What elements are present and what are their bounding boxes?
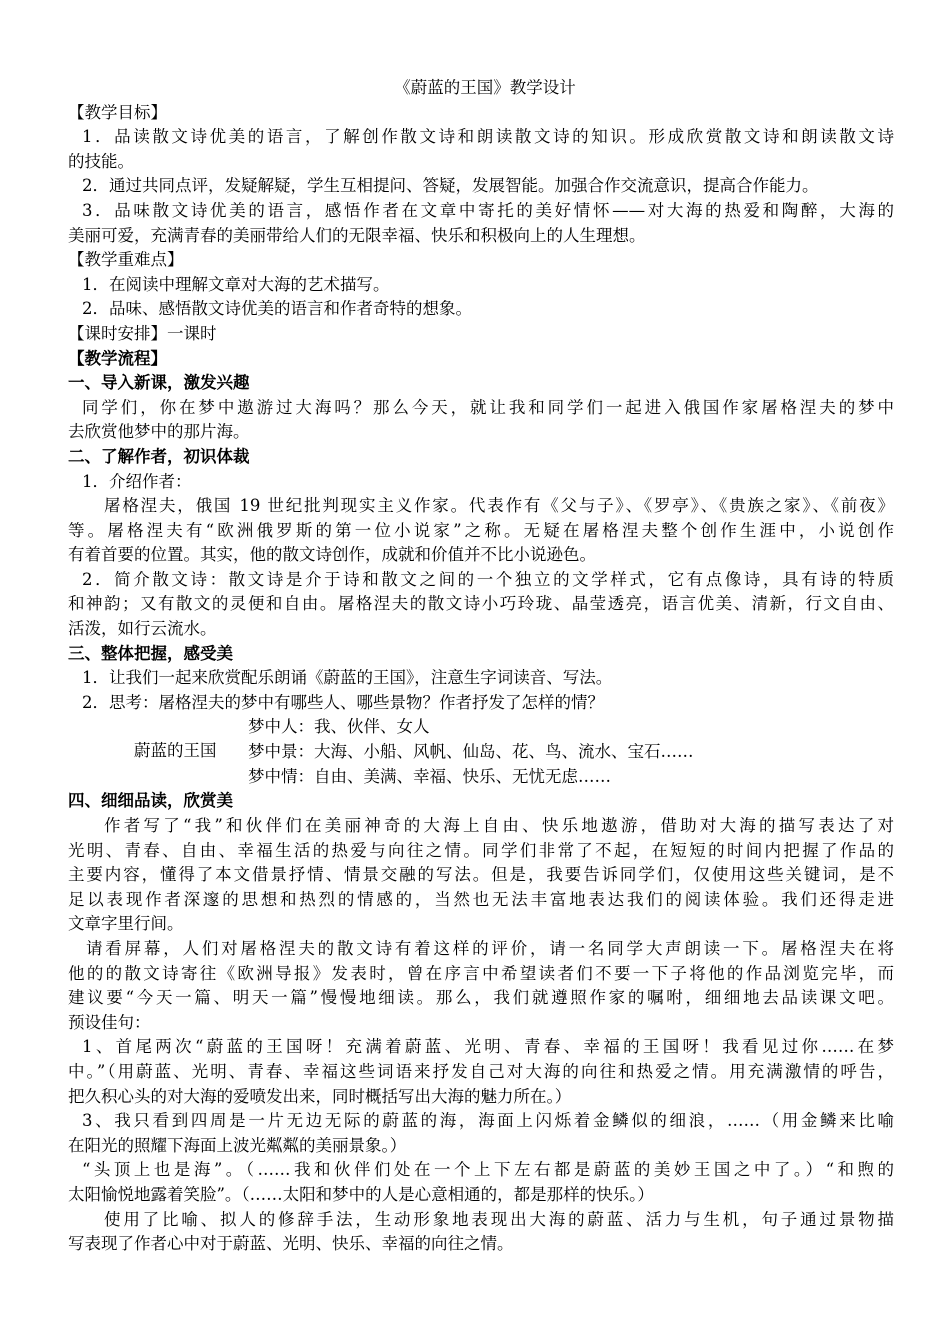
prose-poem-para-line-3: 活泼，如行云流水。: [68, 619, 217, 639]
heading-teaching-goals: 【教学目标】: [68, 102, 167, 122]
section-4-para-3-line-1: 使用了比喻、拟人的修辞手法，生动形象地表现出大海的蔚蓝、活力与生机，句子通过景物描: [104, 1209, 894, 1229]
author-para-line-2: 等。屠格涅夫有“欧洲俄罗斯的第一位小说家”之称。无疑在屠格涅夫整个创作生涯中，小说创作: [68, 520, 894, 540]
section-2-item-1: 1．介绍作者：: [82, 471, 192, 491]
section-3-title: 三、整体把握，感受美: [68, 643, 233, 663]
quote-3-line-2: 在阳光的照耀下海面上波光粼粼的美丽景象。）: [68, 1135, 407, 1155]
section-4-para-1-line-4: 足以表现作者深邃的思想和热烈的情感的，当然也无法丰富地表达我们的阅读体验。我们还得走进: [68, 889, 894, 909]
section-4-para-1-line-3: 主要内容，懂得了本文借景抒情、情景交融的写法。但是，我要告诉同学们，仅使用这些关键词，是不: [68, 865, 894, 885]
section-4-para-2-line-4: 预设佳句：: [68, 1012, 151, 1032]
section-4-para-2-line-1: 请看屏幕，人们对屠格涅夫的散文诗有着这样的评价，请一名同学大声朗读一下。屠格涅夫在将: [86, 939, 894, 958]
section-4-title: 四、细细品读，欣赏美: [68, 791, 233, 811]
section-4-para-3-line-2: 写表现了作者心中对于蔚蓝、光明、快乐、幸福的向往之情。: [68, 1234, 514, 1254]
goal-1-line-1: 1．品读散文诗优美的语言，了解创作散文诗和朗读散文诗的知识。形成欣赏散文诗和朗读散文诗: [82, 127, 894, 147]
author-para-line-1: 屠格涅夫，俄国 19 世纪批判现实主义作家。代表作有《父与子》、《罗亭》、《贵族之家》、《前夜》: [104, 496, 894, 516]
section-3-item-2: 2．思考：屠格涅夫的梦中有哪些人、哪些景物？作者抒发了怎样的情？: [82, 692, 604, 712]
quote-1-line-1: 1、首尾两次“蔚蓝的王国呀！充满着蔚蓝、光明、青春、幸福的王国呀！我看见过你……在梦: [82, 1037, 894, 1057]
quote-4-line-1: “头顶上也是海”。（……我和伙伴们处在一个上下左右都是蔚蓝的美妙王国之中了。）“和煦的: [82, 1160, 894, 1180]
goal-3-line-1: 3．品味散文诗优美的语言，感悟作者在文章中寄托的美好情怀——对大海的热爱和陶醉，大海的: [82, 200, 894, 220]
diagram-label: 蔚蓝的王国: [134, 741, 217, 761]
heading-key-points: 【教学重难点】: [68, 250, 184, 270]
goal-1-line-2: 的技能。: [68, 151, 134, 171]
heading-teaching-flow: 【教学流程】: [68, 348, 167, 368]
document-title: 《蔚蓝的王国》教学设计: [394, 78, 576, 97]
section-4-para-2-line-3: 建议要“今天一篇、明天一篇”慢慢地细读。那么，我们就遵照作家的嘱咐，细细地去品读课文吧。: [68, 988, 894, 1008]
diagram-row-emotion: 梦中情：自由、美满、幸福、快乐、无忧无虑……: [248, 766, 611, 786]
section-4-para-2-line-2: 他的的散文诗寄往《欧洲导报》发表时，曾在序言中希望读者们不要一下子将他的作品浏览完毕，而: [68, 963, 894, 983]
document-page: [68, 76, 894, 1257]
key-point-1: 1．在阅读中理解文章对大海的艺术描写。: [82, 274, 390, 294]
section-1-para-line-1: 同学们，你在梦中遨游过大海吗？那么今天，就让我和同学们一起进入俄国作家屠格涅夫的梦中: [82, 397, 894, 417]
dream-summary-diagram: [68, 715, 894, 789]
author-para-line-3: 有着首要的位置。其实，他的散文诗创作，成就和价值并不比小说逊色。: [68, 545, 596, 565]
schedule-line: 【课时安排】一课时: [68, 323, 217, 343]
section-1-title: 一、导入新课，激发兴趣: [68, 373, 250, 393]
diagram-row-people: 梦中人：我、伙伴、女人: [248, 717, 430, 737]
section-1-para-line-2: 去欣赏他梦中的那片海。: [68, 422, 250, 442]
prose-poem-para-line-1: 2．简介散文诗：散文诗是介于诗和散文之间的一个独立的文学样式，它有点像诗，具有诗的特质: [82, 569, 894, 589]
quote-4-line-2: 太阳愉悦地露着笑脸”。（……太阳和梦中的人是心意相通的，都是那样的快乐。）: [68, 1184, 654, 1204]
quote-1-line-3: 把久积心头的对大海的爱喷发出来，同时概括写出大海的魅力所在。）: [68, 1086, 572, 1106]
diagram-row-scenery: 梦中景：大海、小船、风帆、仙岛、花、鸟、流水、宝石……: [248, 742, 694, 762]
section-2-title: 二、了解作者，初识体裁: [68, 446, 250, 466]
section-4-para-1-line-2: 光明、青春、自由、幸福生活的热爱与向往之情。同学们非常了不起，在短短的时间内把握了作品的: [68, 840, 894, 860]
section-4-para-1-line-1: 作者写了“我”和伙伴们在美丽神奇的大海上自由、快乐地遨游，借助对大海的描写表达了对: [104, 816, 894, 836]
quote-3-line-1: 3、我只看到四周是一片无边无际的蔚蓝的海，海面上闪烁着金鳞似的细浪，……（用金鳞来比喻: [82, 1111, 894, 1131]
quote-1-line-2: 中。”（用蔚蓝、光明、青春、幸福这些词语来抒发自己对大海的向往和热爱之情。用充满激情的呼告，: [68, 1061, 894, 1081]
section-3-item-1: 1．让我们一起来欣赏配乐朗诵《蔚蓝的王国》，注意生字词读音、写法。: [82, 668, 613, 688]
key-point-2: 2．品味、感悟散文诗优美的语言和作者奇特的想象。: [82, 299, 472, 319]
goal-2: 2．通过共同点评，发疑解疑，学生互相提问、答疑，发展智能。加强合作交流意识，提高合作能力。: [82, 176, 819, 196]
section-4-para-1-line-5: 文章字里行间。: [68, 914, 184, 934]
goal-3-line-2: 美丽可爱，充满青春的美丽带给人们的无限幸福、快乐和积极向上的人生理想。: [68, 225, 646, 245]
prose-poem-para-line-2: 和神韵；又有散文的灵便和自由。屠格涅夫的散文诗小巧玲珑、晶莹透亮，语言优美、清新，行文自由、: [68, 594, 894, 614]
